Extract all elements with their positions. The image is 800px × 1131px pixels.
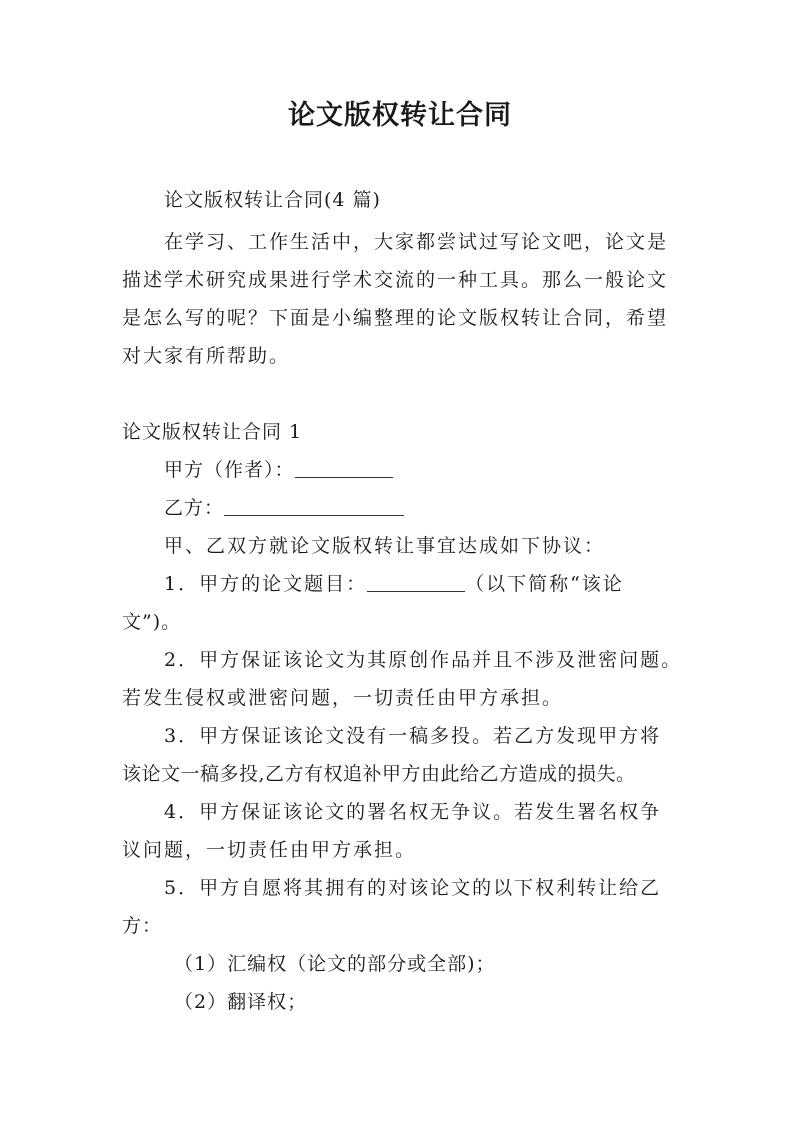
party-a-blank [295, 459, 393, 478]
clause-3-line-1: 3．甲方保证该论文没有一稿多投。若乙方发现甲方将 [164, 725, 662, 747]
paper-title-blank [367, 573, 465, 592]
clause-5-line-2: 方： [122, 915, 163, 937]
clause-4-line-1: 4．甲方保证该论文的署名权无争议。若发生署名权争 [164, 801, 662, 823]
agreement-intro: 甲、乙双方就论文版权转让事宜达成如下协议： [164, 535, 606, 557]
party-b-label: 乙方： [164, 497, 225, 519]
clause-1-part-a: 1．甲方的论文题目： [164, 573, 368, 595]
party-b-blank [224, 497, 404, 516]
party-a-line [164, 456, 724, 484]
clause-5-line-1: 5．甲方自愿将其拥有的对该论文的以下权利转让给乙 [164, 877, 662, 899]
intro-line-3: 是怎么写的呢？下面是小编整理的论文版权转让合同，希望 [122, 307, 669, 329]
intro-line-2: 描述学术研究成果进行学术交流的一种工具。那么一般论文 [122, 269, 669, 291]
intro-line-4: 对大家有所帮助。 [122, 345, 291, 367]
clause-1-line-2: 文”)。 [122, 611, 182, 633]
clause-1-part-b: （以下简称“该论 [465, 573, 624, 595]
intro-line-1: 在学习、工作生活中，大家都尝试过写论文吧，论文是 [164, 231, 669, 253]
section-heading: 论文版权转让合同 1 [122, 421, 303, 443]
clause-3-line-2: 该论文一稿多投,乙方有权追补甲方由此给乙方造成的损失。 [122, 763, 636, 785]
party-b-line [164, 494, 724, 522]
right-item-1: （1）汇编权（论文的部分或全部)； [174, 953, 496, 975]
party-a-label: 甲方（作者）： [164, 459, 295, 481]
clause-2-line-2: 若发生侵权或泄密问题，一切责任由甲方承担。 [122, 687, 564, 709]
clause-1-line-1 [164, 570, 724, 598]
clause-2-line-1: 2．甲方保证该论文为其原创作品并且不涉及泄密问题。 [164, 649, 683, 671]
document-title: 论文版权转让合同 [288, 100, 512, 131]
right-item-2: （2）翻译权； [174, 991, 308, 1013]
subtitle-line: 论文版权转让合同(4 篇) [164, 189, 381, 211]
clause-4-line-2: 议问题，一切责任由甲方承担。 [122, 839, 417, 861]
